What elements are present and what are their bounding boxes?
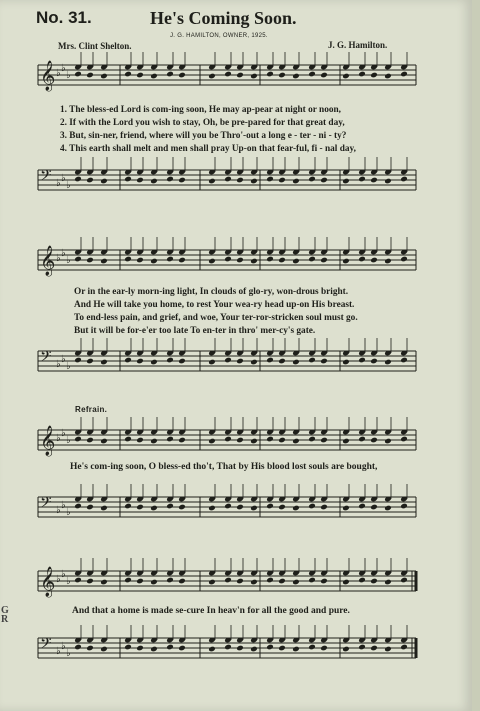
note-head — [370, 72, 378, 79]
svg-text:♭: ♭ — [61, 641, 66, 652]
clef-and-key — [40, 494, 71, 518]
note-head — [384, 438, 392, 445]
note-head — [250, 579, 258, 586]
note-head — [150, 178, 158, 185]
note-head — [236, 437, 244, 444]
svg-text:♭: ♭ — [61, 569, 66, 580]
note-head — [100, 73, 108, 80]
note-head — [74, 176, 82, 183]
note-head — [74, 71, 82, 78]
note-head — [320, 578, 328, 585]
note-head — [250, 505, 258, 512]
note-head — [100, 178, 108, 185]
note-head — [370, 437, 378, 444]
hymn-title: He's Coming Soon. — [150, 8, 297, 28]
note-head — [136, 504, 144, 511]
note-head — [166, 436, 174, 443]
note-head — [400, 357, 408, 364]
verse-block-1 — [60, 104, 356, 156]
note-head — [178, 177, 186, 184]
note-head — [224, 503, 232, 510]
note-head — [124, 71, 132, 78]
note-head — [166, 644, 174, 651]
note-head — [208, 579, 216, 586]
note-head — [250, 178, 258, 185]
note-head — [250, 73, 258, 80]
note-head — [370, 358, 378, 365]
note-head — [320, 177, 328, 184]
note-head — [384, 359, 392, 366]
note-head — [224, 357, 232, 364]
svg-text:♭: ♭ — [66, 507, 71, 518]
note-head — [278, 257, 286, 264]
svg-text:♭: ♭ — [56, 574, 61, 585]
bass-staff-2 — [0, 341, 472, 401]
svg-text:♭: ♭ — [66, 180, 71, 191]
clef-and-key — [40, 167, 71, 191]
note-head — [320, 72, 328, 79]
svg-text:♭: ♭ — [61, 173, 66, 184]
note-head — [342, 359, 350, 366]
note-head — [74, 577, 82, 584]
svg-text:𝄞: 𝄞 — [40, 426, 56, 456]
margin-marks: G R — [1, 605, 9, 625]
svg-text:♭: ♭ — [56, 505, 61, 516]
svg-text:♭: ♭ — [56, 359, 61, 370]
note-head — [178, 72, 186, 79]
note-head — [236, 72, 244, 79]
note-head — [208, 505, 216, 512]
note-head — [178, 437, 186, 444]
note-head — [292, 178, 300, 185]
note-head — [292, 646, 300, 653]
verse-line: But it will be for-e'er too late To en-ter in thro' mer-cy's gate. — [74, 326, 316, 336]
note-head — [278, 504, 286, 511]
note-head — [278, 437, 286, 444]
svg-text:♭: ♭ — [56, 646, 61, 657]
note-head — [124, 503, 132, 510]
note-head — [292, 438, 300, 445]
verse-line: 2. If with the Lord you wish to stay, Oh, be pre-pared for that great day, — [60, 118, 345, 128]
note-head — [370, 177, 378, 184]
note-head — [208, 178, 216, 185]
verse-line: 3. But, sin-ner, friend, where will you be Thro'-out a long e - ter - ni - ty? — [60, 131, 347, 141]
bass-staff-3 — [0, 487, 472, 547]
clef-and-key — [40, 635, 71, 659]
note-head — [74, 436, 82, 443]
refrain-lyric-1: He's com-ing soon, O bless-ed tho't, That by His blood lost souls are bought, — [70, 462, 378, 472]
note-head — [292, 73, 300, 80]
note-head — [278, 72, 286, 79]
note-head — [224, 176, 232, 183]
note-head — [384, 579, 392, 586]
note-head — [100, 258, 108, 265]
note-head — [358, 503, 366, 510]
note-head — [370, 257, 378, 264]
note-head — [342, 579, 350, 586]
note-head — [150, 73, 158, 80]
note-head — [308, 256, 316, 263]
svg-text:♭: ♭ — [66, 576, 71, 587]
note-head — [166, 176, 174, 183]
note-head — [166, 256, 174, 263]
note-head — [224, 577, 232, 584]
svg-text:♭: ♭ — [61, 428, 66, 439]
note-head — [124, 357, 132, 364]
hymn-number: No. 31. — [36, 8, 92, 27]
composer-credit: J. G. Hamilton. — [328, 40, 388, 50]
note-head — [236, 177, 244, 184]
note-head — [358, 357, 366, 364]
note-head — [236, 504, 244, 511]
note-head — [292, 579, 300, 586]
note-head — [178, 645, 186, 652]
note-head — [100, 646, 108, 653]
note-head — [400, 436, 408, 443]
note-head — [250, 258, 258, 265]
note-head — [150, 646, 158, 653]
note-head — [342, 73, 350, 80]
refrain-lyric-2: And that a home is made se-cure In heav'n for all the good and pure. — [72, 606, 350, 616]
svg-text:♭: ♭ — [66, 648, 71, 659]
note-head — [150, 258, 158, 265]
note-head — [124, 256, 132, 263]
note-head — [342, 258, 350, 265]
note-head — [224, 71, 232, 78]
note-head — [384, 178, 392, 185]
note-head — [370, 645, 378, 652]
verse-line: To end-less pain, and grief, and woe, Your ter-ror-stricken soul must go. — [74, 313, 358, 323]
note-head — [320, 257, 328, 264]
verse-block-2 — [74, 286, 358, 338]
note-head — [236, 257, 244, 264]
svg-text:𝄢: 𝄢 — [40, 348, 52, 369]
svg-text:♭: ♭ — [61, 500, 66, 511]
note-head — [86, 257, 94, 264]
note-head — [400, 577, 408, 584]
svg-text:♭: ♭ — [56, 68, 61, 79]
note-head — [166, 503, 174, 510]
note-head — [166, 577, 174, 584]
note-head — [74, 357, 82, 364]
note-head — [292, 359, 300, 366]
svg-text:♭: ♭ — [66, 361, 71, 372]
verse-line: And He will take you home, to rest Your wea-ry head up-on His breast. — [74, 300, 355, 310]
note-head — [150, 579, 158, 586]
note-head — [136, 645, 144, 652]
note-head — [86, 437, 94, 444]
svg-text:♭: ♭ — [66, 435, 71, 446]
note-head — [384, 505, 392, 512]
note-head — [400, 256, 408, 263]
note-head — [358, 577, 366, 584]
svg-text:𝄢: 𝄢 — [40, 494, 52, 515]
note-head — [208, 359, 216, 366]
note-head — [150, 505, 158, 512]
note-head — [166, 357, 174, 364]
note-head — [266, 71, 274, 78]
note-head — [124, 644, 132, 651]
svg-text:♭: ♭ — [61, 63, 66, 74]
note-head — [86, 578, 94, 585]
note-head — [136, 358, 144, 365]
note-head — [86, 177, 94, 184]
note-head — [320, 645, 328, 652]
svg-text:♭: ♭ — [56, 433, 61, 444]
note-head — [150, 438, 158, 445]
svg-text:𝄞: 𝄞 — [40, 246, 56, 276]
note-head — [74, 503, 82, 510]
note-head — [308, 357, 316, 364]
verse-line: Or in the ear-ly morn-ing light, In clouds of glo-ry, won-drous bright. — [74, 287, 349, 297]
svg-text:𝄞: 𝄞 — [40, 567, 56, 597]
note-head — [224, 644, 232, 651]
bass-staff-4 — [0, 628, 472, 688]
note-head — [236, 645, 244, 652]
note-head — [236, 578, 244, 585]
note-head — [266, 644, 274, 651]
note-head — [86, 645, 94, 652]
note-head — [208, 438, 216, 445]
note-head — [250, 646, 258, 653]
refrain-label: Refrain. — [75, 405, 108, 414]
note-head — [74, 644, 82, 651]
svg-text:♭: ♭ — [61, 354, 66, 365]
note-head — [250, 438, 258, 445]
note-head — [278, 358, 286, 365]
note-head — [400, 644, 408, 651]
svg-text:𝄢: 𝄢 — [40, 167, 52, 188]
note-head — [178, 504, 186, 511]
note-head — [208, 258, 216, 265]
note-head — [400, 176, 408, 183]
note-head — [124, 176, 132, 183]
bass-staff-1 — [0, 160, 472, 220]
note-head — [370, 578, 378, 585]
note-head — [266, 357, 274, 364]
note-head — [266, 176, 274, 183]
note-head — [358, 644, 366, 651]
note-head — [320, 358, 328, 365]
note-head — [292, 258, 300, 265]
note-head — [266, 503, 274, 510]
note-head — [224, 256, 232, 263]
note-head — [308, 577, 316, 584]
note-head — [208, 646, 216, 653]
note-head — [308, 71, 316, 78]
note-head — [178, 257, 186, 264]
note-head — [86, 358, 94, 365]
note-head — [150, 359, 158, 366]
note-head — [100, 359, 108, 366]
note-head — [370, 504, 378, 511]
note-head — [400, 503, 408, 510]
note-head — [136, 257, 144, 264]
svg-text:♭: ♭ — [56, 253, 61, 264]
note-head — [266, 436, 274, 443]
note-head — [320, 504, 328, 511]
note-head — [136, 578, 144, 585]
note-head — [266, 577, 274, 584]
note-head — [166, 71, 174, 78]
note-head — [358, 436, 366, 443]
note-head — [136, 72, 144, 79]
note-head — [308, 503, 316, 510]
note-head — [358, 71, 366, 78]
note-head — [342, 178, 350, 185]
note-head — [86, 504, 94, 511]
note-head — [308, 176, 316, 183]
note-head — [342, 438, 350, 445]
note-head — [224, 436, 232, 443]
note-head — [74, 256, 82, 263]
note-head — [236, 358, 244, 365]
note-head — [384, 646, 392, 653]
lyricist-credit: Mrs. Clint Shelton. — [58, 41, 132, 51]
note-head — [320, 437, 328, 444]
note-head — [308, 436, 316, 443]
note-head — [100, 438, 108, 445]
svg-text:♭: ♭ — [61, 248, 66, 259]
note-head — [124, 577, 132, 584]
svg-text:𝄞: 𝄞 — [40, 61, 56, 91]
note-head — [250, 359, 258, 366]
note-head — [100, 505, 108, 512]
note-head — [358, 256, 366, 263]
note-head — [358, 176, 366, 183]
clef-and-key — [40, 348, 71, 372]
note-head — [266, 256, 274, 263]
note-head — [100, 579, 108, 586]
svg-text:𝄢: 𝄢 — [40, 635, 52, 656]
note-head — [292, 505, 300, 512]
note-head — [136, 437, 144, 444]
verse-line: 1. The bless-ed Lord is com-ing soon, He may ap-pear at night or noon, — [60, 105, 341, 115]
verse-line: 4. This earth shall melt and men shall pray Up-on that fear-ful, fi - nal day, — [60, 144, 356, 154]
note-head — [278, 645, 286, 652]
note-head — [278, 578, 286, 585]
note-head — [178, 578, 186, 585]
svg-text:♭: ♭ — [66, 255, 71, 266]
note-head — [400, 71, 408, 78]
note-head — [384, 258, 392, 265]
note-head — [384, 73, 392, 80]
note-head — [178, 358, 186, 365]
note-head — [278, 177, 286, 184]
note-head — [136, 177, 144, 184]
note-head — [86, 72, 94, 79]
svg-text:♭: ♭ — [66, 70, 71, 81]
note-head — [342, 505, 350, 512]
svg-text:♭: ♭ — [56, 178, 61, 189]
note-head — [208, 73, 216, 80]
copyright-notice: J. G. HAMILTON, OWNER, 1925. — [170, 33, 268, 39]
note-head — [342, 646, 350, 653]
note-head — [124, 436, 132, 443]
note-head — [308, 644, 316, 651]
